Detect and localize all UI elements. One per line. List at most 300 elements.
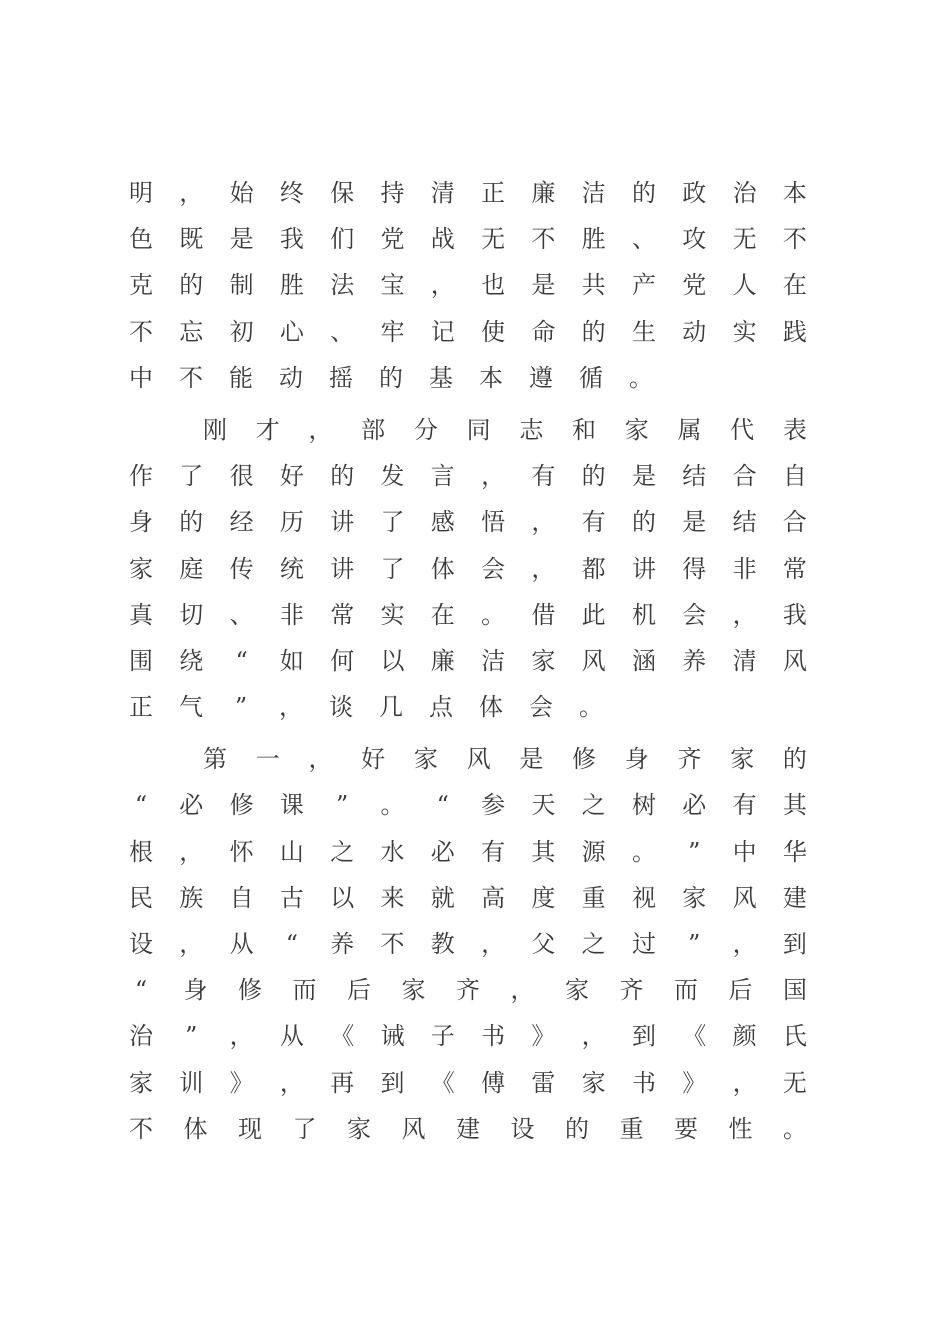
text-char: 有 xyxy=(531,462,556,491)
text-char: 清 xyxy=(430,179,455,207)
text-char: 党 xyxy=(380,225,405,254)
text-char: 家 xyxy=(413,745,438,774)
text-char: 中 xyxy=(732,837,757,866)
text-char: “ xyxy=(134,976,148,1005)
text-char: 常 xyxy=(330,600,355,629)
text-char: 中 xyxy=(129,363,153,392)
text-char: ， xyxy=(510,976,535,1005)
text-line xyxy=(128,829,808,875)
text-char: 同 xyxy=(466,415,491,444)
text-char: 常 xyxy=(782,554,807,583)
text-char: “ xyxy=(235,646,248,675)
text-char: ， xyxy=(430,271,455,300)
text-line xyxy=(128,921,808,967)
text-char: ， xyxy=(581,1022,606,1051)
text-char: 践 xyxy=(782,317,807,346)
text-char: 风 xyxy=(466,745,491,774)
text-line xyxy=(128,355,808,401)
text-char: 一 xyxy=(255,745,280,774)
text-char: 身 xyxy=(129,508,153,537)
text-char: 民 xyxy=(129,883,153,912)
text-char: 基 xyxy=(429,363,453,392)
text-char: 机 xyxy=(631,600,656,629)
text-char: 统 xyxy=(279,554,304,583)
text-char: 训 xyxy=(179,1068,204,1097)
text-char: 修 xyxy=(238,976,262,1005)
text-char: ， xyxy=(481,462,506,491)
text-char: 是 xyxy=(531,271,556,300)
text-char: 、 xyxy=(229,600,254,629)
text-char: 志 xyxy=(519,415,544,444)
text-char: 始 xyxy=(229,179,254,207)
text-char: 有 xyxy=(732,791,757,820)
text-char: 好 xyxy=(279,462,304,491)
text-char: 自 xyxy=(229,883,254,912)
text-char: 、 xyxy=(330,317,355,346)
text-char: 何 xyxy=(330,646,355,675)
text-char: 齐 xyxy=(677,745,702,774)
text-char: 的 xyxy=(581,462,606,491)
text-char: ， xyxy=(308,415,333,444)
text-char: 家 xyxy=(401,976,426,1005)
text-char: 之 xyxy=(330,837,355,866)
text-char: 到 xyxy=(782,930,807,958)
text-char: 气 xyxy=(179,693,203,722)
text-char: 体 xyxy=(183,1114,208,1143)
text-char: ， xyxy=(481,930,506,958)
text-line xyxy=(128,262,808,308)
text-char: 第 xyxy=(203,745,227,774)
text-char: 人 xyxy=(732,271,757,300)
text-char: 共 xyxy=(581,271,606,300)
text-char: 不 xyxy=(129,1114,153,1143)
text-char: 根 xyxy=(129,837,153,866)
text-char: 必 xyxy=(430,837,455,866)
text-line xyxy=(128,684,808,730)
text-char: 源 xyxy=(581,837,606,866)
text-char: 家 xyxy=(129,1068,153,1097)
text-char: 书 xyxy=(631,1068,656,1097)
text-char: 很 xyxy=(229,462,254,491)
text-char: ， xyxy=(279,693,303,722)
text-line xyxy=(128,736,808,782)
text-char: 谈 xyxy=(329,693,353,722)
text-char: 战 xyxy=(430,225,455,254)
text-char: 家 xyxy=(565,976,589,1005)
text-char: 动 xyxy=(279,363,303,392)
text-char: 齐 xyxy=(619,976,644,1005)
text-char: 代 xyxy=(730,415,755,444)
text-char: 设 xyxy=(510,1114,535,1143)
text-char: 的 xyxy=(179,271,204,300)
text-char: 氏 xyxy=(782,1022,807,1051)
text-char: 借 xyxy=(531,600,556,629)
text-char: 不 xyxy=(179,363,203,392)
body-text xyxy=(128,170,808,1152)
text-char: 到 xyxy=(380,1068,405,1097)
text-char: 洁 xyxy=(581,179,606,207)
text-char: “ xyxy=(285,930,299,958)
text-char: 体 xyxy=(430,554,455,583)
text-char: 族 xyxy=(179,883,204,912)
text-line xyxy=(128,782,808,828)
text-char: 风 xyxy=(782,646,807,675)
text-char: 其 xyxy=(531,837,556,866)
text-char: 有 xyxy=(581,508,606,537)
text-char: 。 xyxy=(579,693,603,722)
text-char: 水 xyxy=(380,837,405,866)
text-char: 是 xyxy=(229,225,254,254)
text-char: 不 xyxy=(782,225,807,254)
text-char: 性 xyxy=(728,1114,753,1143)
text-char: 本 xyxy=(479,363,503,392)
text-char: 家 xyxy=(347,1114,371,1143)
text-char: 古 xyxy=(279,883,304,912)
text-char: 好 xyxy=(361,745,386,774)
text-char: 的 xyxy=(179,508,204,537)
text-char: 修 xyxy=(229,791,254,820)
text-char: 治 xyxy=(129,1022,153,1051)
text-char: 记 xyxy=(430,317,455,346)
text-char: 养 xyxy=(330,930,355,958)
text-char: 身 xyxy=(624,745,649,774)
text-char: 从 xyxy=(229,930,254,958)
text-char: ” xyxy=(688,930,701,958)
text-char: 》 xyxy=(229,1068,254,1097)
text-char: 党 xyxy=(682,271,707,300)
text-char: 生 xyxy=(631,317,656,346)
text-char: 清 xyxy=(732,646,757,675)
text-char: 父 xyxy=(531,930,556,958)
text-char: 围 xyxy=(129,646,153,675)
text-char: 命 xyxy=(531,317,556,346)
text-char: 传 xyxy=(229,554,254,583)
text-char: 也 xyxy=(481,271,506,300)
text-char: ， xyxy=(732,600,757,629)
text-char: 保 xyxy=(330,179,355,207)
text-char: 经 xyxy=(229,508,254,537)
text-char: 结 xyxy=(732,508,757,537)
text-char: 》 xyxy=(682,1068,707,1097)
text-char: 会 xyxy=(529,693,553,722)
text-char: 过 xyxy=(631,930,656,958)
text-char: 的 xyxy=(565,1114,589,1143)
text-char: 无 xyxy=(732,225,757,254)
text-char: 历 xyxy=(279,508,304,537)
text-char: 产 xyxy=(631,271,656,300)
text-char: 表 xyxy=(782,415,807,444)
text-char: 既 xyxy=(179,225,204,254)
text-char: ， xyxy=(531,554,556,583)
text-char: 修 xyxy=(572,745,597,774)
text-char: 之 xyxy=(581,791,606,820)
text-char: 才 xyxy=(255,415,280,444)
text-char: 无 xyxy=(782,1068,807,1097)
text-char: 绕 xyxy=(179,646,204,675)
text-line xyxy=(128,216,808,262)
text-char: ， xyxy=(179,837,204,866)
text-line xyxy=(128,309,808,355)
text-char: 家 xyxy=(730,745,755,774)
text-char: 家 xyxy=(129,554,153,583)
text-char: 胜 xyxy=(581,225,606,254)
text-char: 山 xyxy=(279,837,304,866)
text-char: 非 xyxy=(732,554,757,583)
text-char: 《 xyxy=(682,1022,707,1051)
text-char: 必 xyxy=(682,791,707,820)
text-char: 以 xyxy=(380,646,405,675)
text-char: 风 xyxy=(581,646,606,675)
text-char: 攻 xyxy=(682,225,707,254)
text-char: 了 xyxy=(179,462,204,491)
text-char: 树 xyxy=(631,791,656,820)
text-char: 不 xyxy=(380,930,405,958)
text-char: 课 xyxy=(279,791,304,820)
text-char: 建 xyxy=(782,883,807,912)
text-char: 了 xyxy=(380,554,405,583)
text-char: 动 xyxy=(682,317,707,346)
text-char: 明 xyxy=(129,179,153,207)
text-char: 教 xyxy=(430,930,455,958)
text-char: 诫 xyxy=(380,1022,405,1051)
text-line xyxy=(128,170,808,216)
text-char: 度 xyxy=(531,883,556,912)
text-char: 庭 xyxy=(179,554,204,583)
text-char: 而 xyxy=(292,976,317,1005)
text-char: 了 xyxy=(380,508,405,537)
text-char: 涵 xyxy=(631,646,656,675)
text-line xyxy=(128,453,808,499)
text-char: 持 xyxy=(380,179,405,207)
text-char: 胜 xyxy=(279,271,304,300)
text-char: 不 xyxy=(531,225,556,254)
text-char: 颜 xyxy=(732,1022,757,1051)
text-char: 廉 xyxy=(531,179,556,207)
text-char: 是 xyxy=(519,745,544,774)
text-char: 建 xyxy=(456,1114,480,1143)
text-char: 分 xyxy=(413,415,438,444)
text-char: 会 xyxy=(481,554,506,583)
text-char: 我 xyxy=(279,225,304,254)
text-char: 牢 xyxy=(380,317,405,346)
text-char: 属 xyxy=(677,415,702,444)
text-char: 合 xyxy=(782,508,807,537)
text-char: 作 xyxy=(129,462,153,491)
text-char: 会 xyxy=(682,600,707,629)
text-char: 后 xyxy=(347,976,371,1005)
text-line xyxy=(128,499,808,545)
text-char: 我 xyxy=(782,600,807,629)
text-char: 能 xyxy=(229,363,253,392)
text-char: ” xyxy=(336,791,349,820)
text-char: 在 xyxy=(430,600,455,629)
text-char: 、 xyxy=(631,225,656,254)
text-char: 的 xyxy=(631,179,656,207)
text-char: 雷 xyxy=(531,1068,556,1097)
text-char: 都 xyxy=(581,554,606,583)
text-char: 重 xyxy=(581,883,606,912)
text-char: 华 xyxy=(782,837,807,866)
text-line xyxy=(128,592,808,638)
text-char: 使 xyxy=(481,317,506,346)
text-char: 讲 xyxy=(330,554,355,583)
text-char: 齐 xyxy=(456,976,480,1005)
text-char: 有 xyxy=(481,837,506,866)
text-char: 此 xyxy=(581,600,606,629)
text-char: 治 xyxy=(732,179,757,207)
text-char: ” xyxy=(688,837,701,866)
text-char: 就 xyxy=(430,883,455,912)
text-char: 视 xyxy=(631,883,656,912)
text-char: “ xyxy=(134,791,148,820)
text-char: 设 xyxy=(129,930,153,958)
text-char: 感 xyxy=(430,508,455,537)
text-char: 色 xyxy=(129,225,153,254)
text-char: 们 xyxy=(330,225,355,254)
text-char: 现 xyxy=(238,1114,262,1143)
text-char: 《 xyxy=(430,1068,455,1097)
text-char: 正 xyxy=(481,179,506,207)
text-char: 是 xyxy=(631,462,656,491)
text-char: 的 xyxy=(631,508,656,537)
text-char: “ xyxy=(436,791,449,820)
text-char: 子 xyxy=(430,1022,455,1051)
text-char: 得 xyxy=(682,554,707,583)
text-char: 自 xyxy=(782,462,807,491)
text-char: 天 xyxy=(531,791,556,820)
text-char: 的 xyxy=(379,363,403,392)
text-char: 真 xyxy=(129,600,153,629)
text-char: 体 xyxy=(479,693,503,722)
text-char: 点 xyxy=(429,693,453,722)
text-char: 法 xyxy=(330,271,355,300)
text-char: ” xyxy=(185,1022,198,1051)
text-char: 和 xyxy=(572,415,597,444)
text-char: 遵 xyxy=(529,363,553,392)
text-char: 之 xyxy=(581,930,606,958)
text-char: 忘 xyxy=(179,317,204,346)
text-char: 身 xyxy=(183,976,208,1005)
text-char: 。 xyxy=(380,791,405,820)
text-char: ， xyxy=(732,1068,757,1097)
text-char: 国 xyxy=(783,976,807,1005)
text-char: ， xyxy=(179,930,204,958)
text-char: ” xyxy=(234,693,248,722)
text-line xyxy=(128,1060,808,1106)
text-char: 《 xyxy=(330,1022,355,1051)
text-line xyxy=(128,546,808,592)
text-char: 其 xyxy=(782,791,807,820)
text-char: 养 xyxy=(682,646,707,675)
text-char: 切 xyxy=(179,600,204,629)
text-char: 。 xyxy=(481,600,506,629)
text-char: 如 xyxy=(279,646,304,675)
text-char: ， xyxy=(279,1068,304,1097)
text-char: 宝 xyxy=(380,271,405,300)
text-char: 不 xyxy=(129,317,153,346)
text-line xyxy=(128,875,808,921)
text-char: 刚 xyxy=(203,415,227,444)
text-line xyxy=(128,1013,808,1059)
text-char: 是 xyxy=(682,508,707,537)
text-char: 非 xyxy=(279,600,304,629)
text-char: 初 xyxy=(229,317,254,346)
text-char: 高 xyxy=(481,883,506,912)
text-char: ， xyxy=(531,508,556,537)
text-char: 到 xyxy=(631,1022,656,1051)
text-char: 家 xyxy=(581,1068,606,1097)
text-char: 的 xyxy=(581,317,606,346)
text-char: 洁 xyxy=(481,646,506,675)
text-char: 怀 xyxy=(229,837,254,866)
text-char: 无 xyxy=(481,225,506,254)
text-line xyxy=(128,407,808,453)
text-char: 的 xyxy=(330,462,355,491)
text-char: 结 xyxy=(682,462,707,491)
text-char: 了 xyxy=(292,1114,317,1143)
text-char: 参 xyxy=(481,791,506,820)
text-char: 从 xyxy=(279,1022,304,1051)
text-char: 家 xyxy=(682,883,707,912)
text-char: 以 xyxy=(330,883,355,912)
text-char: 讲 xyxy=(330,508,355,537)
text-char: 傅 xyxy=(481,1068,506,1097)
text-char: 。 xyxy=(783,1114,807,1143)
text-char: 政 xyxy=(682,179,707,207)
text-char: 讲 xyxy=(631,554,656,583)
text-char: 而 xyxy=(674,976,698,1005)
text-char: 正 xyxy=(129,693,153,722)
text-char: 。 xyxy=(629,363,653,392)
text-char: 来 xyxy=(380,883,405,912)
text-line xyxy=(128,1106,808,1152)
text-char: 循 xyxy=(579,363,603,392)
text-char: 的 xyxy=(782,745,807,774)
text-char: ， xyxy=(308,745,333,774)
text-char: 重 xyxy=(619,1114,644,1143)
text-char: 合 xyxy=(732,462,757,491)
text-char: 在 xyxy=(782,271,807,300)
text-char: 克 xyxy=(129,271,153,300)
text-char: 要 xyxy=(674,1114,698,1143)
text-char: 几 xyxy=(379,693,403,722)
text-char: 悟 xyxy=(481,508,506,537)
text-char: 部 xyxy=(361,415,386,444)
text-char: 必 xyxy=(179,791,204,820)
text-char: ， xyxy=(229,1022,254,1051)
text-line xyxy=(128,967,808,1013)
text-char: 家 xyxy=(531,646,556,675)
text-line xyxy=(128,638,808,684)
text-char: 风 xyxy=(401,1114,426,1143)
text-char: 言 xyxy=(430,462,455,491)
text-char: 廉 xyxy=(430,646,455,675)
text-char: 发 xyxy=(380,462,405,491)
text-char: 风 xyxy=(732,883,757,912)
text-char: 》 xyxy=(531,1022,556,1051)
text-char: 实 xyxy=(732,317,757,346)
text-char: 摇 xyxy=(329,363,353,392)
text-char: ， xyxy=(179,179,204,207)
text-char: ， xyxy=(732,930,757,958)
text-char: 书 xyxy=(481,1022,506,1051)
text-char: 。 xyxy=(631,837,656,866)
text-char: 后 xyxy=(728,976,753,1005)
text-char: 终 xyxy=(279,179,304,207)
text-char: 本 xyxy=(782,179,807,207)
text-char: 实 xyxy=(380,600,405,629)
text-char: 再 xyxy=(330,1068,355,1097)
